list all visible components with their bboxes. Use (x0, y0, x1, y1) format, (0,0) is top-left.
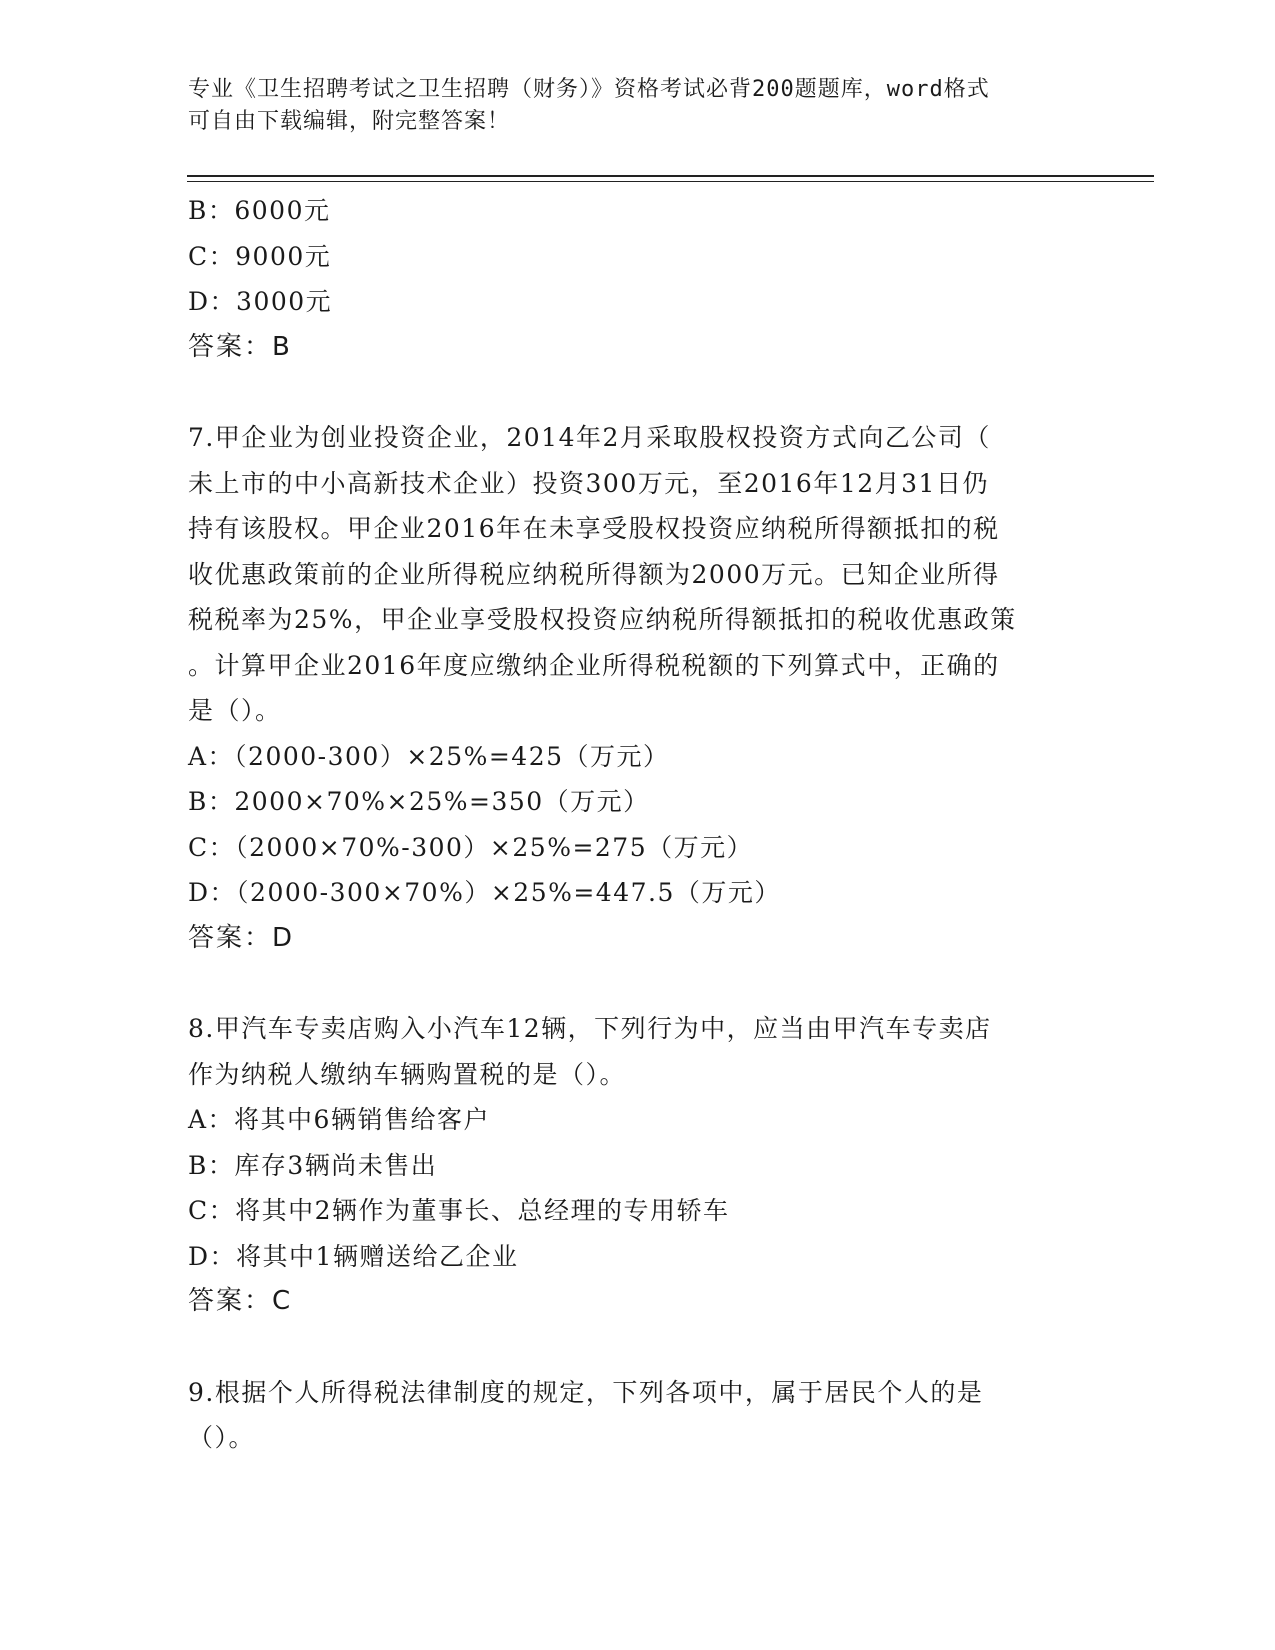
question-stem-line: 9.根据个人所得税法律制度的规定，下列各项中，属于居民个人的是 (188, 1377, 984, 1407)
answer-line: 答案：D (188, 922, 295, 953)
header-title-line-2: 可自由下载编辑，附完整答案！ (188, 109, 511, 134)
header-divider-thin (187, 181, 1154, 182)
question-7 (188, 415, 1088, 961)
question-stem-line: 是（）。 (188, 696, 282, 725)
question-content (188, 188, 1088, 1461)
header-title-line-1: 专业《卫生招聘考试之卫生招聘（财务）》资格考试必背200题题库，word格式 (188, 77, 990, 102)
question-stem-line: 未上市的中小高新技术企业）投资300万元，至2016年12月31日仍 (188, 468, 989, 498)
option-d: D：3000元 (188, 287, 333, 316)
question-9 (188, 1370, 1088, 1461)
option-b: B：2000×70%×25%=350（万元） (188, 787, 650, 816)
option-a: A：将其中6辆销售给客户 (188, 1105, 490, 1134)
question-stem-line: 8.甲汽车专卖店购入小汽车12辆，下列行为中，应当由甲汽车专卖店 (188, 1014, 992, 1043)
option-a: A：（2000-300）×25%=425（万元） (188, 741, 670, 771)
answer-line: 答案：C (188, 1286, 293, 1316)
question-stem-line: （）。 (188, 1423, 256, 1452)
question-8 (188, 1006, 1088, 1325)
question-stem-line: 持有该股权。甲企业2016年在未享受股权投资应纳税所得额抵扣的税 (188, 514, 1000, 543)
question-6-tail (188, 188, 1088, 370)
question-stem-line: 作为纳税人缴纳车辆购置税的是（）。 (188, 1059, 627, 1089)
option-c: C：将其中2辆作为董事长、总经理的专用轿车 (188, 1196, 730, 1225)
header-divider-thick (187, 175, 1154, 177)
option-d: D：将其中1辆赠送给乙企业 (188, 1241, 519, 1271)
page-header (188, 74, 1068, 138)
question-stem-line: 。计算甲企业2016年度应缴纳企业所得税税额的下列算式中，正确的 (188, 650, 1000, 680)
option-c: C：9000元 (188, 241, 332, 271)
option-b: B：6000元 (188, 196, 331, 225)
question-stem-line: 7.甲企业为创业投资企业，2014年2月采取股权投资方式向乙公司（ (188, 423, 991, 452)
answer-line: 答案：B (188, 331, 292, 362)
option-d: D：（2000-300×70%）×25%=447.5（万元） (188, 878, 781, 907)
question-stem-line: 税税率为25%，甲企业享受股权投资应纳税所得额抵扣的税收优惠政策 (188, 605, 1017, 634)
option-b: B：库存3辆尚未售出 (188, 1150, 438, 1180)
question-stem-line: 收优惠政策前的企业所得税应纳税所得额为2000万元。已知企业所得 (188, 559, 1000, 589)
option-c: C：（2000×70%-300）×25%=275（万元） (188, 832, 754, 862)
